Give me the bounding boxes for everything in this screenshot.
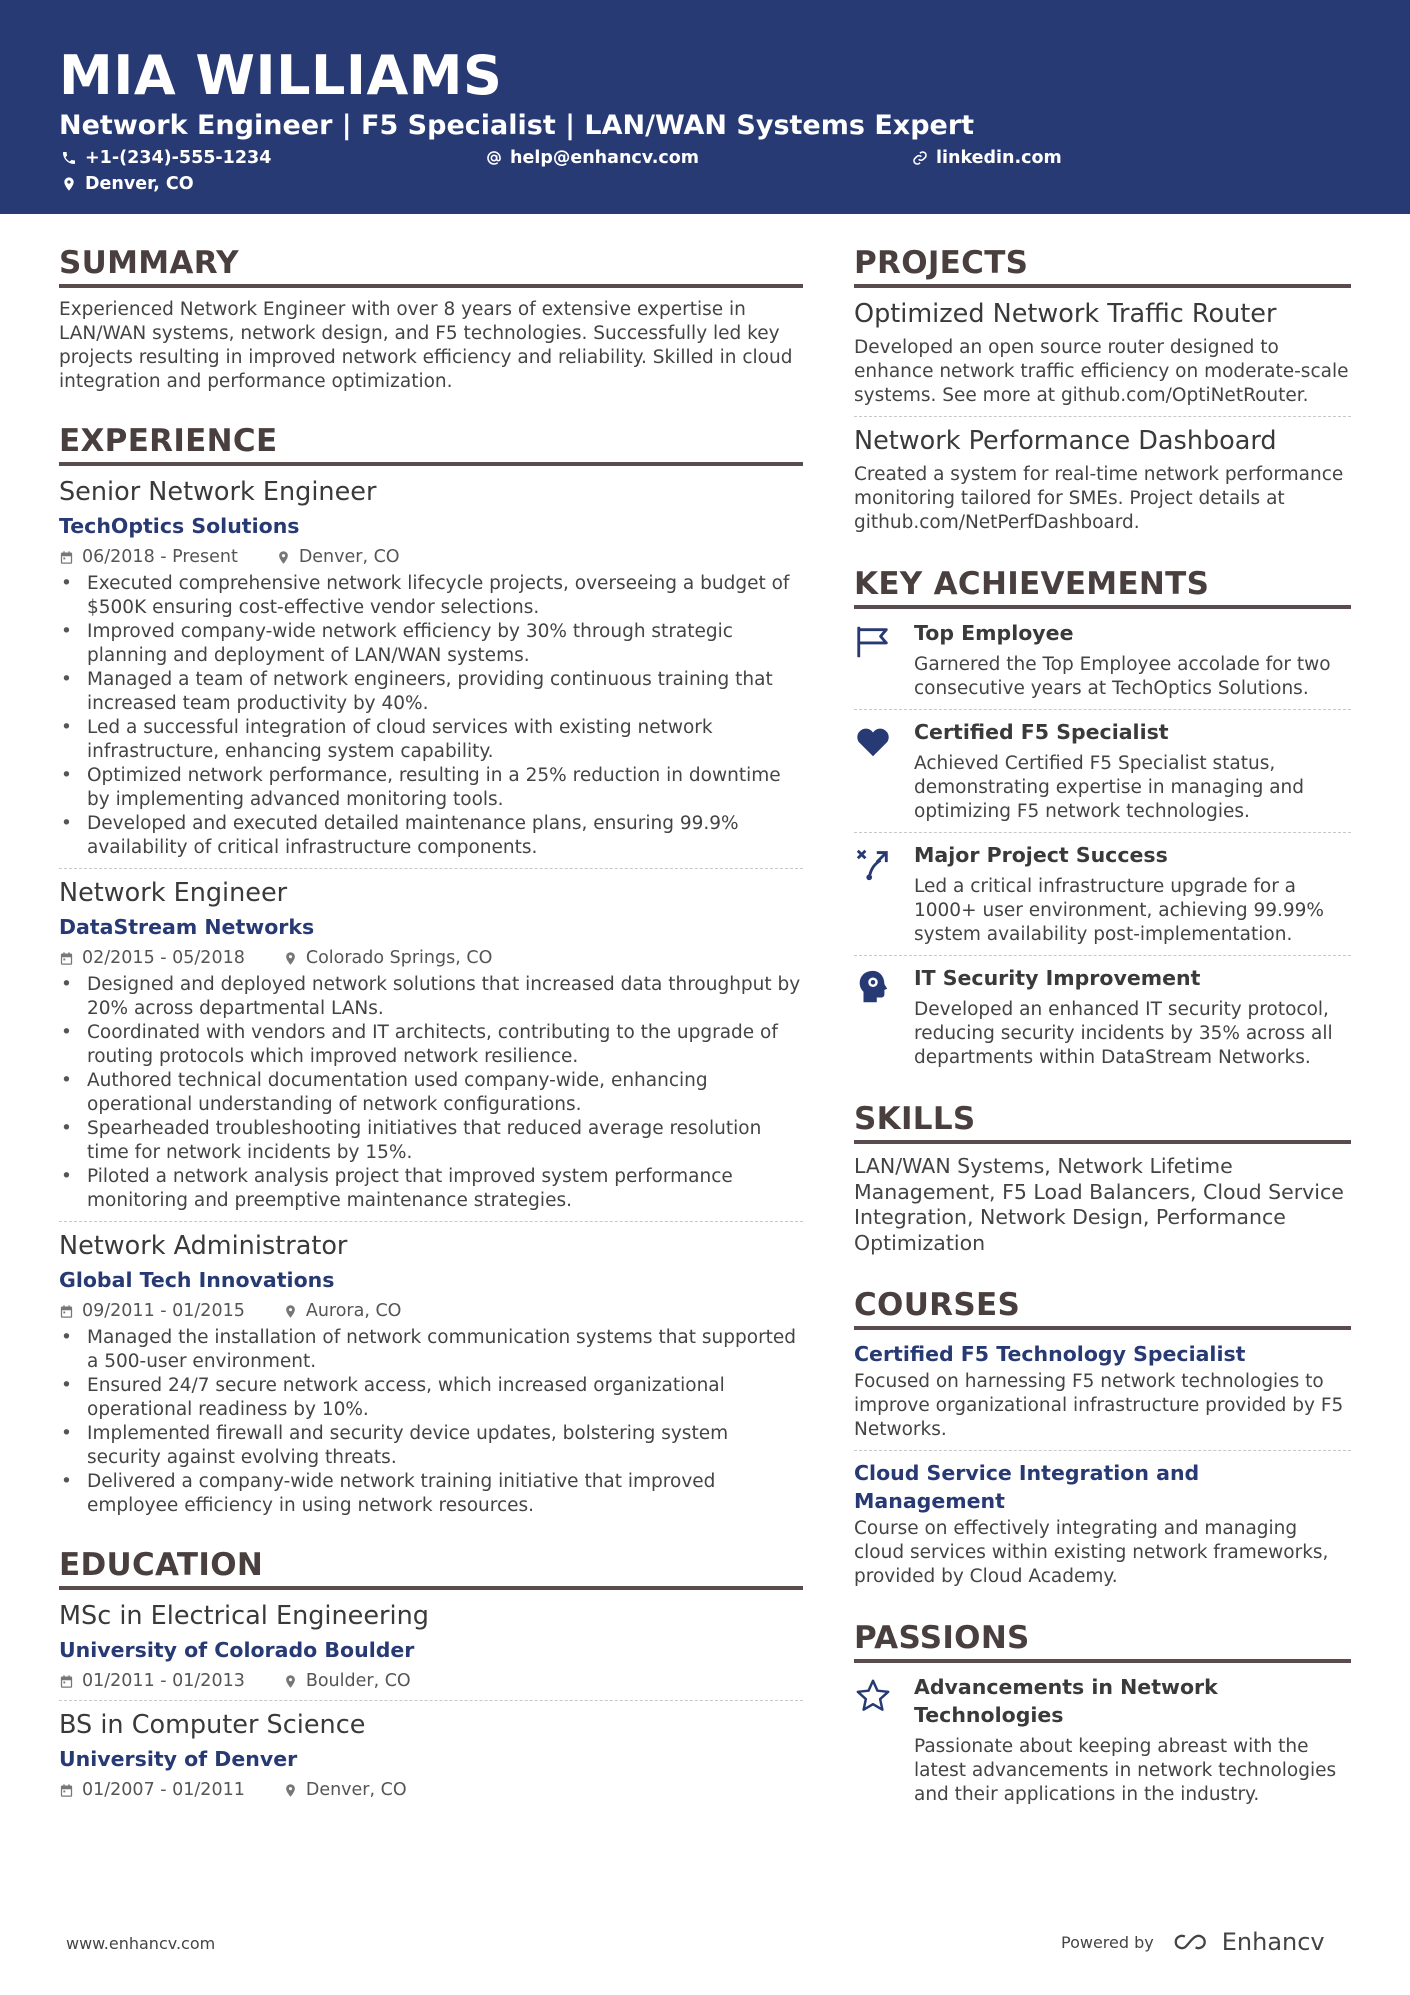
powered-by-label: Powered by (1061, 1932, 1154, 1952)
head-idea-icon (854, 968, 892, 1006)
achievements-section (854, 565, 1351, 1070)
bullet-item: • Managed a team of network engineers, providing continuous training that increased team productivity by 40%. (59, 668, 803, 716)
bullet-item: • Managed the installation of network communication systems that supported a 500-user environment. (59, 1326, 803, 1374)
right-column (854, 244, 1351, 1807)
location-pin-icon (276, 550, 291, 565)
contact-linkedin[interactable] (912, 148, 1062, 168)
link-icon (912, 150, 928, 166)
project-entry (854, 425, 1351, 535)
job-dates: 02/2015 - 05/2018 (82, 948, 245, 968)
bullet-item: • Improved company-wide network efficiency by 30% through strategic planning and deployment of LAN/WAN systems. (59, 620, 803, 668)
bullet-item: • Authored technical documentation used company-wide, enhancing operational understanding of network configurations. (59, 1069, 803, 1117)
job-bullets (59, 572, 803, 860)
course-entry (854, 1459, 1351, 1589)
achievement-name: Top Employee (914, 621, 1074, 645)
achievement-entry (854, 841, 1351, 947)
summary-text: Experienced Network Engineer with over 8 years of extensive expertise in LAN/WAN systems, network design, and F5 technologies. Successfully led key projects resulting in improved network efficiency and reliability. Skilled in cloud integration and performance optimization. (59, 299, 793, 392)
skills-title: SKILLS (854, 1100, 1351, 1144)
job-role: Network Administrator (59, 1231, 348, 1261)
education-section (59, 1546, 803, 1801)
education-location: Denver, CO (305, 1780, 407, 1800)
education-dates: 01/2011 - 01/2013 (82, 1671, 245, 1691)
enhancv-logo[interactable] (1168, 1928, 1325, 1956)
divider (59, 1221, 803, 1222)
job-role: Senior Network Engineer (59, 477, 377, 507)
bullet-item: • Designed and deployed network solutions that increased data throughput by 20% across departmental LANs. (59, 973, 803, 1021)
skills-text: LAN/WAN Systems, Network Lifetime Management, F5 Load Balancers, Cloud Service Integration, Network Design, Performance Optimization (854, 1154, 1344, 1255)
enhancv-logo-icon (1168, 1930, 1214, 1954)
divider (59, 868, 803, 869)
passions-section (854, 1619, 1351, 1807)
job-entry (59, 476, 803, 860)
bullet-item: • Ensured 24/7 secure network access, which increased organizational operational readiness by 10%. (59, 1374, 803, 1422)
achievement-name: IT Security Improvement (914, 966, 1201, 990)
job-dates: 09/2011 - 01/2015 (82, 1301, 245, 1321)
job-dates: 06/2018 - Present (82, 547, 238, 567)
footer-branding (1061, 1928, 1325, 1956)
achievement-entry (854, 718, 1351, 824)
school: University of Colorado Boulder (59, 1638, 415, 1662)
skills-section (854, 1100, 1351, 1256)
experience-section (59, 422, 803, 1518)
location-text: Denver, CO (85, 174, 194, 194)
project-entry (854, 298, 1351, 408)
bullet-item: • Spearheaded troubleshooting initiatives that reduced average resolution time for network incidents by 15%. (59, 1117, 803, 1165)
course-text: Course on effectively integrating and managing cloud services within existing network frameworks, provided by Cloud Academy. (854, 1518, 1329, 1587)
bullet-item: • Implemented firewall and security device updates, bolstering system security against evolving threats. (59, 1422, 803, 1470)
email-text[interactable]: help@enhancv.com (510, 148, 700, 168)
summary-section (59, 244, 803, 394)
passion-icon-wrap (854, 1673, 914, 1807)
passion-name: Advancements in Network Technologies (914, 1675, 1218, 1727)
courses-title: COURSES (854, 1286, 1351, 1330)
star-icon (854, 1677, 892, 1715)
bullet-item: • Led a successful integration of cloud services with existing network infrastructure, enhancing system capability. (59, 716, 803, 764)
contact-location (61, 174, 194, 194)
contact-phone (61, 148, 271, 168)
summary-title: SUMMARY (59, 244, 803, 288)
divider (854, 1450, 1351, 1451)
location-pin-icon (283, 951, 298, 966)
job-meta (59, 947, 803, 969)
route-icon (854, 845, 892, 883)
achievement-text: Achieved Certified F5 Specialist status, demonstrating expertise in managing and optimizing F5 network technologies. (914, 753, 1304, 822)
location-pin-icon (61, 176, 77, 192)
footer-website[interactable]: www.enhancv.com (66, 1934, 216, 1953)
education-title: EDUCATION (59, 1546, 803, 1590)
achievements-title: KEY ACHIEVEMENTS (854, 565, 1351, 609)
achievement-name: Certified F5 Specialist (914, 720, 1169, 744)
course-text: Focused on harnessing F5 network technologies to improve organizational infrastructure provided by F5 Networks. (854, 1371, 1344, 1440)
location-pin-icon (283, 1783, 298, 1798)
calendar-icon (59, 1783, 74, 1798)
school: University of Denver (59, 1747, 298, 1771)
achievement-text: Developed an enhanced IT security protocol, reducing security incidents by 35% across all departments within DataStream Networks. (914, 999, 1333, 1068)
project-name: Optimized Network Traffic Router (854, 299, 1277, 329)
divider (854, 832, 1351, 833)
job-entry (59, 1230, 803, 1518)
project-text: Created a system for real-time network performance monitoring tailored for SMEs. Project details at github.com/NetPerfDashboard. (854, 464, 1344, 533)
calendar-icon (59, 1304, 74, 1319)
job-location: Aurora, CO (305, 1301, 402, 1321)
heart-icon (854, 722, 892, 760)
projects-section (854, 244, 1351, 535)
passions-title: PASSIONS (854, 1619, 1351, 1663)
education-location: Boulder, CO (305, 1671, 411, 1691)
calendar-icon (59, 1674, 74, 1689)
achievement-icon-wrap (854, 964, 914, 1070)
achievement-icon-wrap (854, 841, 914, 947)
bullet-item: • Optimized network performance, resulting in a 25% reduction in downtime by implementing advanced monitoring tools. (59, 764, 803, 812)
linkedin-text[interactable]: linkedin.com (936, 148, 1062, 168)
achievement-icon-wrap (854, 619, 914, 701)
achievement-text: Led a critical infrastructure upgrade for a 1000+ user environment, achieving 99.99% system availability post-implementation. (914, 876, 1325, 945)
degree: BS in Computer Science (59, 1710, 366, 1740)
education-entry (59, 1600, 803, 1692)
experience-title: EXPERIENCE (59, 422, 803, 466)
project-name: Network Performance Dashboard (854, 426, 1277, 456)
bullet-item: • Piloted a network analysis project that improved system performance monitoring and preemptive maintenance strategies. (59, 1165, 803, 1213)
bullet-item: • Coordinated with vendors and IT architects, contributing to the upgrade of routing protocols which improved network resilience. (59, 1021, 803, 1069)
location-pin-icon (283, 1304, 298, 1319)
achievement-icon-wrap (854, 718, 914, 824)
job-location: Denver, CO (298, 547, 400, 567)
education-meta (59, 1670, 803, 1692)
bullet-item: • Executed comprehensive network lifecycle projects, overseeing a budget of $500K ensuring cost-effective vendor selections. (59, 572, 803, 620)
divider (854, 709, 1351, 710)
job-bullets (59, 1326, 803, 1518)
job-bullets (59, 973, 803, 1213)
course-entry (854, 1340, 1351, 1442)
achievement-entry (854, 964, 1351, 1070)
courses-section (854, 1286, 1351, 1589)
education-meta (59, 1779, 803, 1801)
job-meta (59, 546, 803, 568)
location-pin-icon (283, 1674, 298, 1689)
candidate-name: MIA WILLIAMS (59, 44, 503, 107)
achievement-name: Major Project Success (914, 843, 1168, 867)
achievement-text: Garnered the Top Employee accolade for two consecutive years at TechOptics Solutions. (914, 654, 1331, 699)
candidate-headline: Network Engineer | F5 Specialist | LAN/WAN Systems Expert (59, 110, 975, 141)
phone-text: +1-(234)-555-1234 (85, 148, 272, 168)
left-column (59, 244, 803, 1805)
flag-icon (854, 623, 892, 661)
bullet-item: • Developed and executed detailed maintenance plans, ensuring 99.9% availability of critical infrastructure components. (59, 812, 803, 860)
projects-title: PROJECTS (854, 244, 1351, 288)
project-text: Developed an open source router designed to enhance network traffic efficiency on moderate-scale systems. See more at github.com/OptiNetRouter. (854, 337, 1349, 406)
achievement-entry (854, 619, 1351, 701)
resume-header (0, 0, 1410, 214)
job-location: Colorado Springs, CO (305, 948, 493, 968)
job-company: DataStream Networks (59, 915, 315, 939)
job-meta (59, 1300, 803, 1322)
education-entry (59, 1709, 803, 1801)
brand-name: Enhancv (1221, 1928, 1325, 1956)
divider (854, 955, 1351, 956)
calendar-icon (59, 550, 74, 565)
course-name: Cloud Service Integration and Management (854, 1461, 1200, 1513)
education-dates: 01/2007 - 01/2011 (82, 1780, 245, 1800)
contact-email[interactable] (486, 148, 699, 168)
bullet-item: • Delivered a company-wide network training initiative that improved employee efficiency in using network resources. (59, 1470, 803, 1518)
job-company: TechOptics Solutions (59, 514, 300, 538)
degree: MSc in Electrical Engineering (59, 1601, 429, 1631)
phone-icon (61, 150, 77, 166)
job-company: Global Tech Innovations (59, 1268, 335, 1292)
passion-text: Passionate about keeping abreast with the latest advancements in network technologies and their applications in the industry. (914, 1736, 1337, 1805)
divider (59, 1700, 803, 1701)
job-entry (59, 877, 803, 1213)
job-role: Network Engineer (59, 878, 288, 908)
at-icon (486, 150, 502, 166)
calendar-icon (59, 951, 74, 966)
course-name: Certified F5 Technology Specialist (854, 1342, 1246, 1366)
passion-entry (854, 1673, 1351, 1807)
divider (854, 416, 1351, 417)
